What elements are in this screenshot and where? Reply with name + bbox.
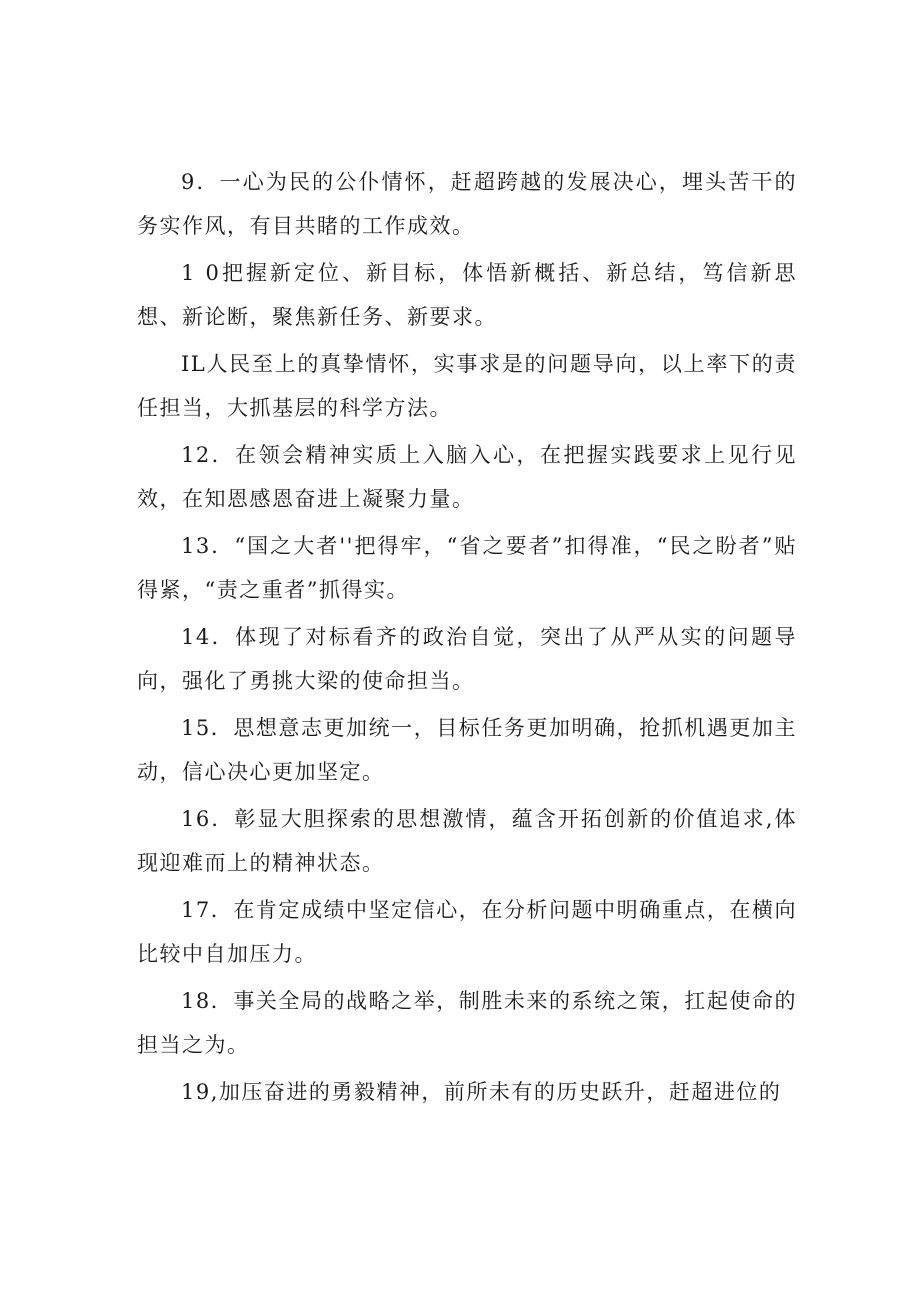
paragraph-13: 13．“国之大者''把得牢，“省之要者”扣得准，“民之盼者”贴得紧，“责之重者”抓得实。 bbox=[137, 534, 797, 602]
document-body bbox=[137, 160, 797, 1117]
paragraph-9: 9．一心为民的公仆情怀，赶超跨越的发展决心，埋头苦干的务实作风，有目共睹的工作成效。 bbox=[137, 170, 797, 238]
paragraph-18: 18．事关全局的战略之举，制胜未来的系统之策，扛起使命的担当之为。 bbox=[137, 989, 797, 1057]
paragraph-11: IL人民至上的真挚情怀，实事求是的问题导向，以上率下的责任担当，大抓基层的科学方法。 bbox=[137, 352, 797, 420]
paragraph-19: 19,加压奋进的勇毅精神，前所未有的历史跃升，赶超进位的 bbox=[181, 1080, 782, 1104]
paragraph-10: 1 0把握新定位、新目标，体悟新概括、新总结，笃信新思想、新论断，聚焦新任务、新要求。 bbox=[137, 261, 797, 329]
paragraph-15: 15．思想意志更加统一，目标任务更加明确，抢抓机遇更加主动，信心决心更加坚定。 bbox=[137, 716, 797, 784]
paragraph-16: 16．彰显大胆探索的思想激情，蕴含开拓创新的价值追求,体现迎难而上的精神状态。 bbox=[137, 807, 797, 875]
paragraph-14: 14．体现了对标看齐的政治自觉，突出了从严从实的问题导向，强化了勇挑大梁的使命担当。 bbox=[137, 625, 797, 693]
paragraph-17: 17．在肯定成绩中坚定信心，在分析问题中明确重点，在横向比较中自加压力。 bbox=[137, 898, 797, 966]
paragraph-12: 12．在领会精神实质上入脑入心，在把握实践要求上见行见效，在知恩感恩奋进上凝聚力量。 bbox=[137, 443, 797, 511]
